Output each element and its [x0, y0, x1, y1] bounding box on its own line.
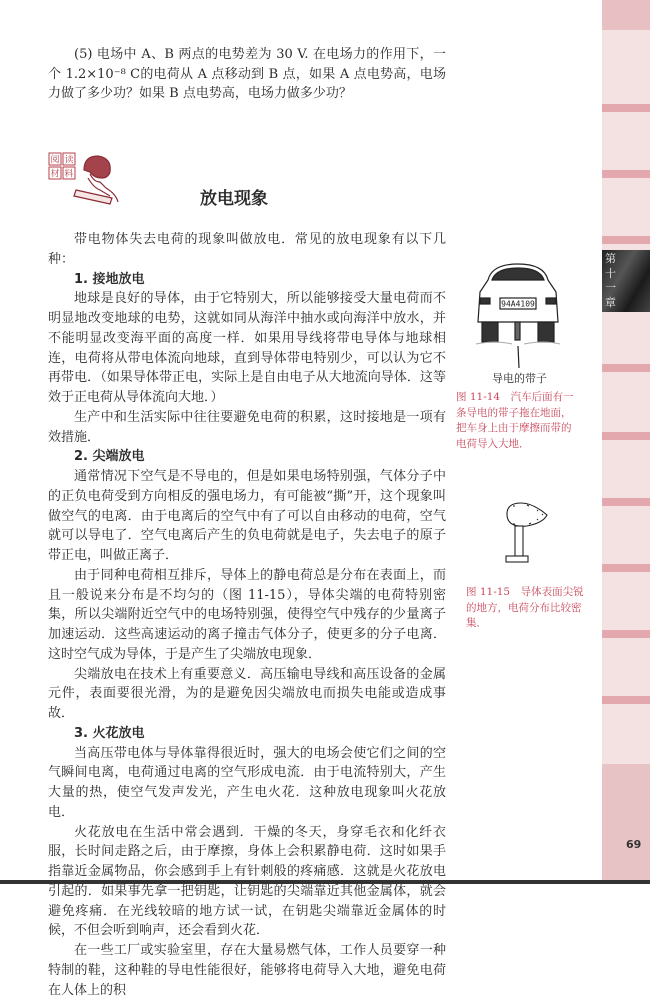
paragraph: 通常情况下空气是不导电的，但是如果电场特别强，气体分子中的正负电荷受到方向相反的强电场力，有可能被“撕”开，这个现象叫做空气的电离．由于电离后的空气中有了可以自由移动的电荷，空气就可以导电了．空气电离后产生的负电荷就是电子，失去电子的原子带正电，叫做正离子． — [48, 469, 446, 563]
car-illustration — [470, 258, 566, 370]
paragraph: 生产中和生活实际中往往要避免电荷的积累，这时接地是一项有效措施． — [48, 409, 446, 445]
figure-label: 导电的带子 — [492, 372, 547, 385]
section-heading: 1. 接地放电 — [74, 271, 145, 287]
exercise-question: (5) 电场中 A、B 两点的电势差为 30 V. 在电场力的作用下，一个 1.2×10⁻⁸ C的电荷从 A 点移动到 B 点，如果 A 点电势高，电场力做了多少功？如果 B 点电势高，电场力做多少功？ — [48, 47, 446, 101]
paragraph: 火花放电在生活中常会遇到．干燥的冬天，身穿毛衣和化纤衣服，长时间走路之后，由于摩擦，身体上会积累静电荷．这时如果手指靠近金属物品，你会感到手上有针刺般的疼痛感．这就是火花放电引起的．如果事先拿一把钥匙，让钥匙的尖端靠近其他金属体，就会避免疼痛．在光线较暗的地方试一试，在钥匙尖端靠近金属体的时候，不但会听到响声，还会看到火花． — [48, 824, 446, 939]
section-heading: 3. 火花放电 — [74, 725, 145, 741]
paragraph: 当高压带电体与导体靠得很近时，强大的电场会使它们之间的空气瞬间电离，电荷通过电离的空气形成电流．由于电流特别大，产生大量的热，使空气发声发光，产生电火花．这种放电现象叫火花放电． — [48, 745, 446, 820]
svg-text:料: 料 — [64, 169, 74, 180]
paragraph: 地球是良好的导体，由于它特别大，所以能够接受大量电荷而不明显地改变地球的电势，这就如同从海洋中抽水或向海洋中放水，并不能明显改变海平面的高度一样．如果用导线将带电导体与地球相连，电荷将从带电体流向地球，直到导体带电特别少，可以认为它不再带电．（如果导体带正电，实际上是自由电子从大地流向导体．这等效于正电荷从导体流向大地．） — [48, 291, 446, 405]
paragraph: 由于同种电荷相互排斥，导体上的静电荷总是分布在表面上，而且一般说来分布是不均匀的（图 11-15），导体尖端的电荷特别密集，所以尖端附近空气中的电场特别强，使得空气中残存的少量离子加速运动．这些高速运动的离子撞击气体分子，使更多的分子电离．这时空气成为导体，于是产生了尖端放电现象． — [48, 567, 446, 662]
intro-paragraph: 带电物体失去电荷的现象叫做放电．常见的放电现象有以下几种： — [48, 232, 446, 267]
chapter-tab: 第十一章 — [602, 250, 650, 312]
section-title: 放电现象 — [200, 189, 268, 209]
figure-caption: 图 11-14 汽车后面有一条导电的带子拖在地面，把车身上由于摩擦而带的电荷导入大地． — [456, 391, 574, 450]
margin-strip — [602, 0, 650, 884]
page-number: 69 — [626, 838, 642, 851]
article-body — [48, 230, 446, 1000]
conductor-illustration — [503, 502, 549, 570]
license-plate: 94A4109 — [501, 299, 535, 309]
svg-text:阅: 阅 — [50, 155, 60, 166]
bottom-border — [0, 880, 650, 884]
svg-text:读: 读 — [64, 155, 74, 166]
reading-material-icon — [48, 150, 123, 206]
svg-text:材: 材 — [50, 169, 60, 180]
paragraph: 尖端放电在技术上有重要意义．高压输电导线和高压设备的金属元件，表面要很光滑，为的是避免因尖端放电而损失电能或造成事故． — [48, 666, 446, 721]
figure-caption: 图 11-15 导体表面尖锐的地方，电荷分布比较密集． — [466, 586, 584, 629]
section-heading: 2. 尖端放电 — [74, 449, 145, 465]
paragraph: 在一些工厂或实验室里，存在大量易燃气体，工作人员要穿一种特制的鞋，这种鞋的导电性能很好，能够将电荷导入大地，避免电荷在人体上的积 — [48, 943, 446, 998]
